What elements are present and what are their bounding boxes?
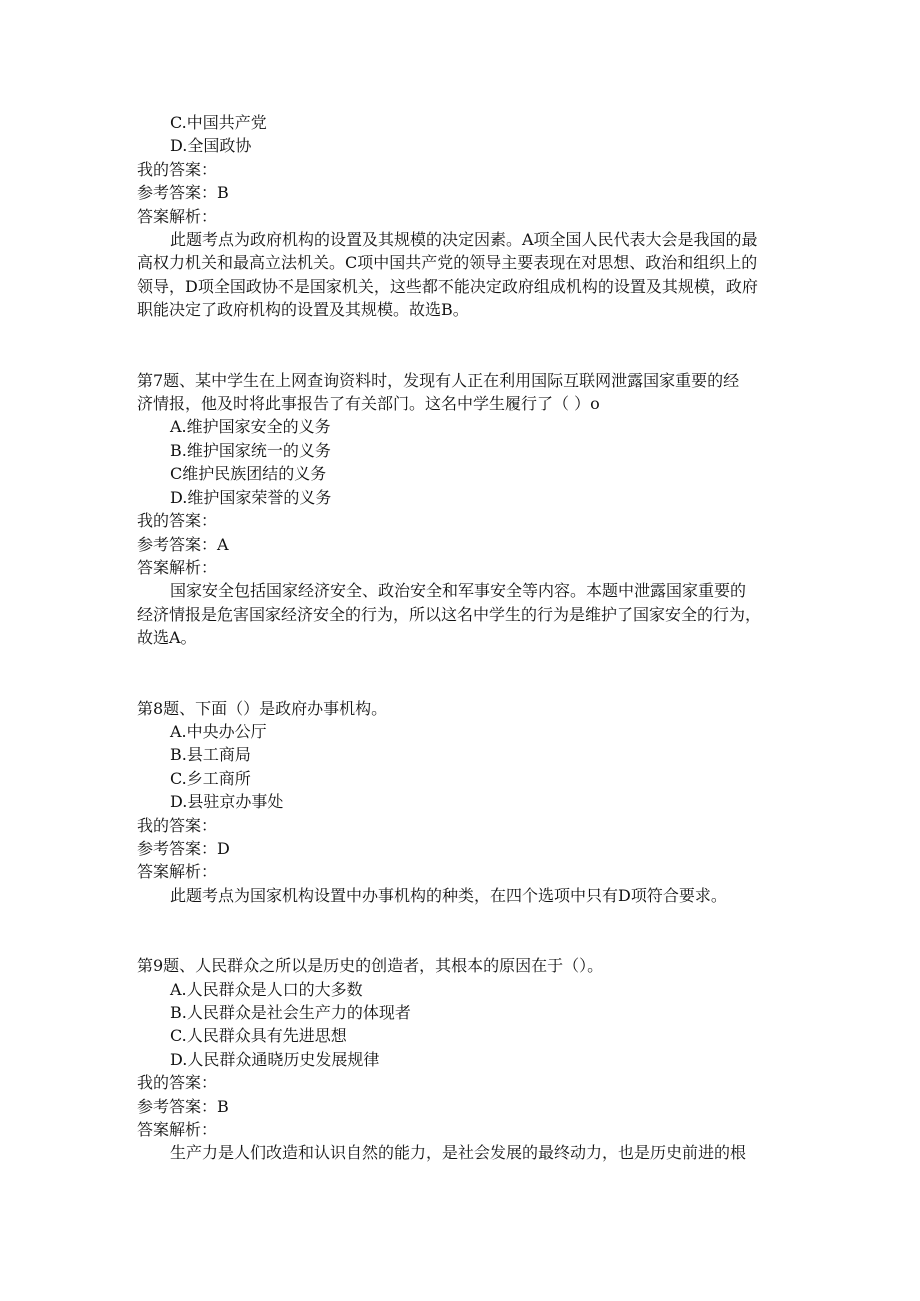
option-c: C.乡工商所 bbox=[170, 768, 251, 788]
question-stem: 第7题、某中学生在上网查询资料时，发现有人正在利用国际互联网泄露国家重要的经 济情报，他及时将此事报告了有关部门。这名中学生履行了（ ）o bbox=[137, 370, 740, 414]
analysis-label: 答案解析： bbox=[137, 1120, 218, 1140]
question-9 bbox=[137, 954, 787, 1165]
reference-answer: 参考答案：D bbox=[137, 838, 230, 858]
option-a: A.维护国家安全的义务 bbox=[170, 417, 331, 437]
analysis-text: 此题考点为政府机构的设置及其规模的决定因素。A项全国人民代表大会是我国的最 高权力机关和最高立法机关。C项中国共产党的领导主要表现在对思想、政治和组织上的 领导，D项全国政协不是国家机关，这些都不能决定政府组成机构的设置及其规模，政府 职能决定了政府机构的设置及其规模。故选B。 bbox=[137, 230, 758, 320]
option-d: D.人民群众通晓历史发展规律 bbox=[170, 1049, 380, 1069]
analysis-text: 此题考点为国家机构设置中办事机构的种类，在四个选项中只有D项符合要求。 bbox=[170, 885, 727, 905]
question-stem: 第9题、人民群众之所以是历史的创造者，其根本的原因在于（）。 bbox=[137, 956, 604, 976]
option-c: C.人民群众具有先进思想 bbox=[170, 1026, 347, 1046]
option-d: D.全国政协 bbox=[170, 136, 252, 156]
spacer bbox=[137, 322, 787, 369]
spacer bbox=[137, 907, 787, 954]
option-b: B.人民群众是社会生产力的体现者 bbox=[170, 1003, 411, 1022]
option-d: D.县驻京办事处 bbox=[170, 792, 284, 812]
my-answer: 我的答案： bbox=[137, 159, 218, 179]
my-answer: 我的答案： bbox=[137, 511, 218, 531]
analysis-text: 国家安全包括国家经济安全、政治安全和军事安全等内容。本题中泄露国家重要的 经济情报是危害国家经济安全的行为，所以这名中学生的行为是维护了国家安全的行为， 故选A。 bbox=[137, 581, 762, 648]
analysis-label: 答案解析： bbox=[137, 206, 218, 226]
my-answer: 我的答案： bbox=[137, 1073, 218, 1093]
reference-answer: 参考答案：A bbox=[137, 534, 229, 554]
spacer bbox=[137, 650, 787, 697]
analysis-text: 生产力是人们改造和认识自然的能力，是社会发展的最终动力，也是历史前进的根 bbox=[170, 1143, 747, 1163]
option-b: B.维护国家统一的义务 bbox=[170, 440, 331, 460]
option-c: C维护民族团结的义务 bbox=[170, 464, 327, 484]
question-list bbox=[137, 111, 787, 1165]
question-8 bbox=[137, 697, 787, 908]
analysis-label: 答案解析： bbox=[137, 557, 218, 577]
analysis-label: 答案解析： bbox=[137, 862, 218, 882]
question-stem: 第8题、下面（）是政府办事机构。 bbox=[137, 698, 388, 718]
option-a: A.人民群众是人口的大多数 bbox=[170, 979, 363, 999]
reference-answer: 参考答案：B bbox=[137, 1096, 229, 1116]
option-d: D.维护国家荣誉的义务 bbox=[170, 487, 332, 507]
question-6-tail bbox=[137, 111, 787, 322]
reference-answer: 参考答案：B bbox=[137, 183, 229, 203]
option-b: B.县工商局 bbox=[170, 745, 251, 765]
option-a: A.中央办公厅 bbox=[170, 721, 267, 741]
question-7 bbox=[137, 369, 787, 650]
option-c: C.中国共产党 bbox=[170, 113, 267, 132]
my-answer: 我的答案： bbox=[137, 815, 218, 835]
